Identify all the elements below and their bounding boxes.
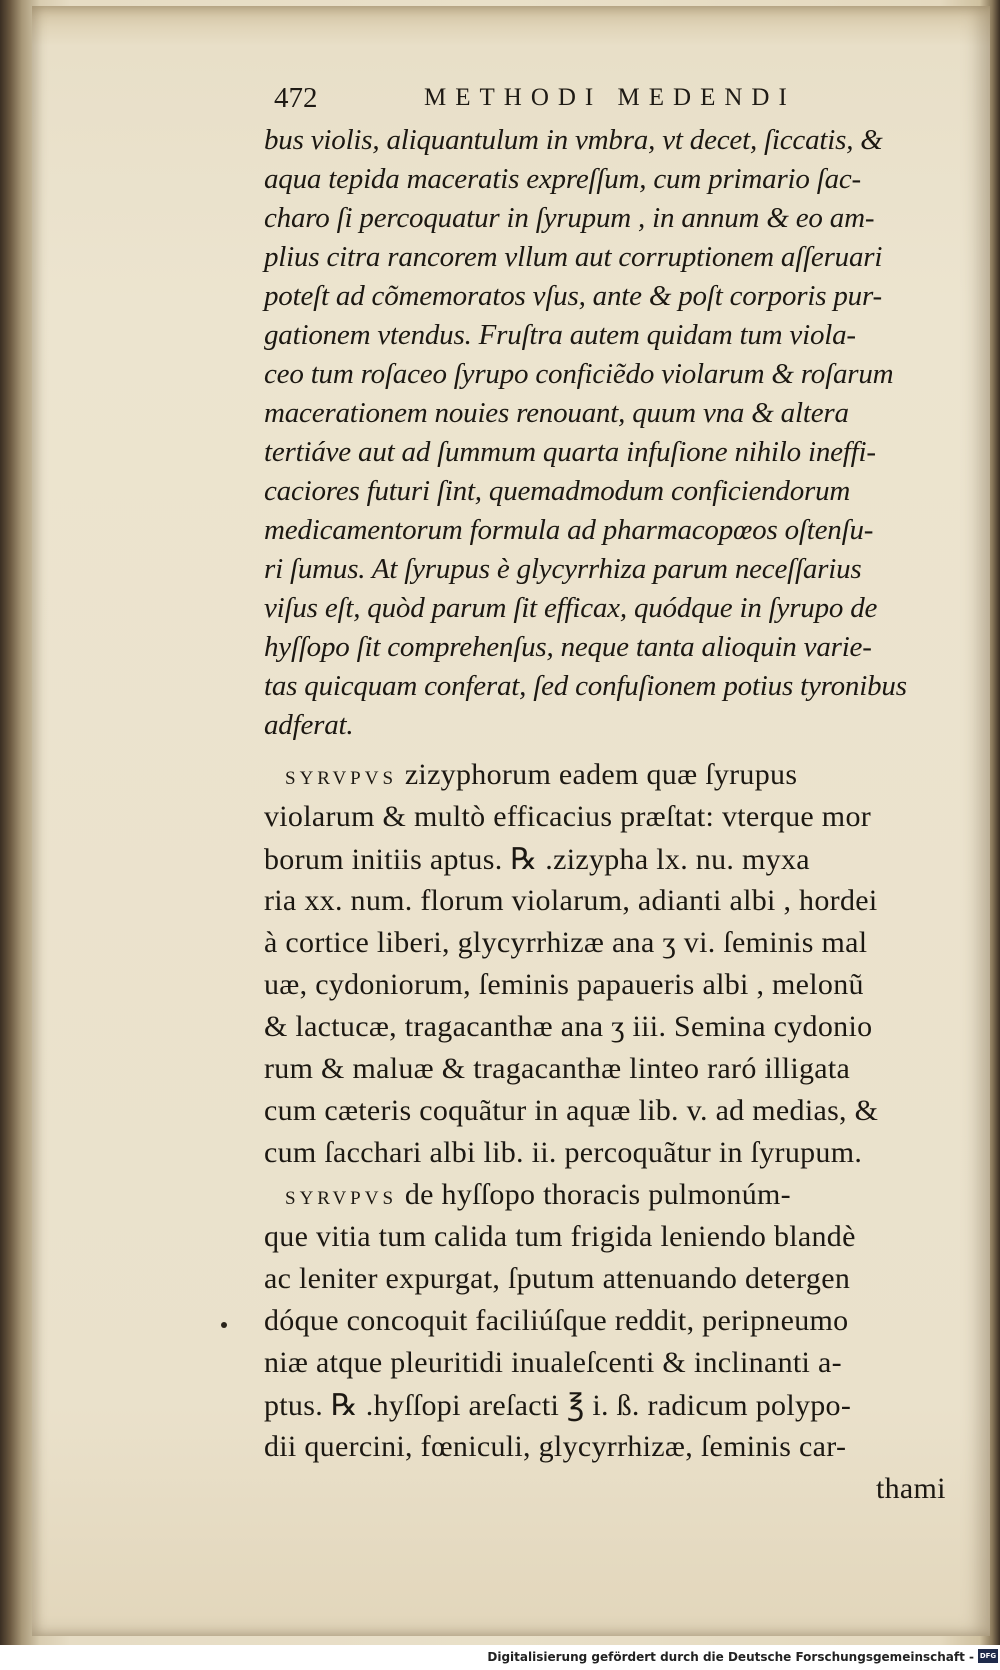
text-line: adferat. bbox=[264, 709, 354, 741]
text-line: que vitia tum calida tum frigida leniendo blandè bbox=[264, 1220, 856, 1253]
text-line: ri ſumus. At ſyrupus è glycyrrhiza parum neceſſarius bbox=[264, 553, 862, 585]
text-line: aqua tepida maceratis expreſſum, cum primario ſac- bbox=[264, 163, 862, 195]
text-line: ceo tum roſaceo ſyrupo conficiẽdo violarum & roſarum bbox=[264, 358, 894, 390]
text-line: dóque concoquit faciliúſque reddit, peripneumo bbox=[264, 1304, 849, 1337]
page-number: 472 bbox=[274, 82, 318, 114]
footer-credit: Digitalisierung gefördert durch die Deutsche Forschungsgemeinschaft - bbox=[487, 1650, 974, 1664]
text-line: charo ſi percoquatur in ſyrupum , in annum & eo am- bbox=[264, 202, 875, 234]
text-line: gationem vtendus. Fruſtra autem quidam tum viola- bbox=[264, 319, 856, 351]
text-line: hyſſopo ſit comprehenſus, neque tanta alioquin varie- bbox=[264, 631, 872, 663]
text-line: uæ, cydoniorum, ſeminis papaueris albi , melonũ bbox=[264, 968, 864, 1001]
text-line: ptus. ℞ .hyſſopi areſacti ℥ i. ß. radicum polypo- bbox=[264, 1389, 852, 1422]
text-line: macerationem nouies renouant, quum vna & altera bbox=[264, 397, 849, 429]
digitization-footer bbox=[0, 1645, 1000, 1670]
text-line: ria xx. num. florum violarum, adianti albi , hordei bbox=[264, 884, 878, 917]
small-caps-lead: SYRVPVS bbox=[285, 768, 398, 789]
text-line: & lactucæ, tragacanthæ ana ʒ iii. Semina cydonio bbox=[264, 1010, 873, 1043]
text-line: tas quicquam conferat, ſed confuſionem potius tyronibus bbox=[264, 670, 907, 702]
text-line: medicamentorum formula ad pharmacopœos oſtenſu- bbox=[264, 514, 874, 546]
text-line: plius citra rancorem vllum aut corruptionem aſſeruari bbox=[264, 241, 883, 273]
running-title: METHODI MEDENDI bbox=[424, 84, 796, 111]
text-line: violarum & multò efficacius præſtat: vterque mor bbox=[264, 800, 872, 833]
text-line: poteſt ad cõmemoratos vſus, ante & poſt corporis pur- bbox=[264, 280, 882, 312]
text-line: niæ atque pleuritidi inualeſcenti & inclinanti a- bbox=[264, 1346, 842, 1379]
text-line: cum cæteris coquãtur in aquæ lib. v. ad medias, & bbox=[264, 1094, 879, 1127]
text-line: tertiáve aut ad ſummum quarta infuſione nihilo ineffi- bbox=[264, 436, 876, 468]
text-line: borum initiis aptus. ℞ .zizypha lx. nu. myxa bbox=[264, 843, 810, 876]
dfg-logo: DFG bbox=[978, 1649, 998, 1663]
running-head bbox=[274, 82, 884, 118]
text-line: caciores futuri ſint, quemadmodum conficiendorum bbox=[264, 475, 851, 507]
margin-mark bbox=[221, 1322, 227, 1328]
text-line: à cortice liberi, glycyrrhizæ ana ʒ vi. ſeminis mal bbox=[264, 926, 868, 959]
catchword: thami bbox=[876, 1472, 946, 1505]
text-line: viſus eſt, quòd parum ſit efficax, quódque in ſyrupo de bbox=[264, 592, 878, 624]
text-line: dii quercini, fœniculi, glycyrrhizæ, ſeminis car- bbox=[264, 1430, 847, 1463]
text-line: rum & maluæ & tragacanthæ linteo raró illigata bbox=[264, 1052, 851, 1085]
text-line: bus violis, aliquantulum in vmbra, vt decet, ſiccatis, & bbox=[264, 124, 883, 156]
small-caps-lead: SYRVPVS bbox=[285, 1188, 398, 1209]
paragraph-first-line: SYRVPVS zizyphorum eadem quæ ſyrupus bbox=[285, 758, 798, 791]
text-line: ac leniter expurgat, ſputum attenuando detergen bbox=[264, 1262, 851, 1295]
paragraph-first-line: SYRVPVS de hyſſopo thoracis pulmonúm- bbox=[285, 1178, 791, 1211]
text-line: cum ſacchari albi lib. ii. percoquãtur in ſyrupum. bbox=[264, 1136, 863, 1169]
